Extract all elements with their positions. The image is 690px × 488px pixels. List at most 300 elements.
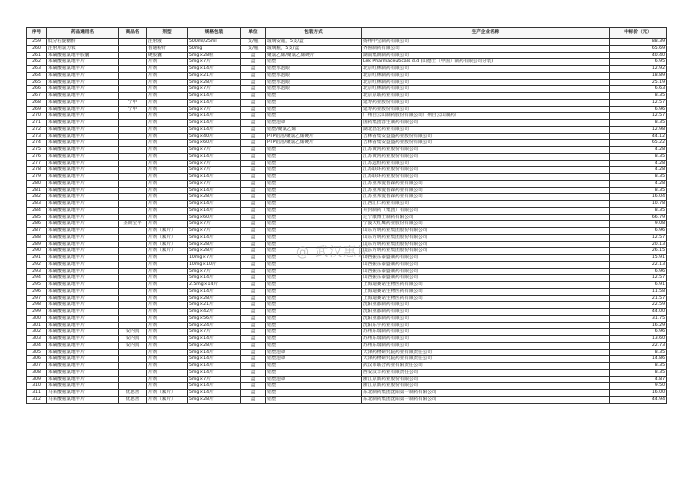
cell-brand-name: [119, 261, 147, 268]
cell-dosage-form: 片剂: [147, 106, 188, 113]
cell-dosage-form: 片剂: [147, 201, 188, 208]
cell-brand-name: [119, 194, 147, 201]
cell-manufacturer: 浙江京新药业股份有限公司: [362, 376, 610, 383]
cell-packaging: 铝塑: [266, 93, 362, 100]
cell-price: 66.79: [610, 214, 667, 221]
cell-brand-name: [119, 59, 147, 66]
cell-generic-name: 苯磺酸氨氯地平片: [47, 221, 119, 228]
cell-dosage-form: 片剂: [147, 153, 188, 160]
cell-manufacturer: 江苏亚邦爱普森药业有限公司: [362, 180, 610, 187]
cell-generic-name: 苯磺酸氨氯地平片: [47, 201, 119, 208]
cell-brand-name: [119, 309, 147, 316]
cell-brand-name: 安内真: [119, 336, 147, 343]
cell-index: 285: [27, 214, 47, 221]
cell-index: 281: [27, 187, 47, 194]
cell-brand-name: [119, 39, 147, 46]
cell-packaging: 铝塑: [266, 329, 362, 336]
cell-generic-name: 苯磺酸氨氯地平片: [47, 120, 119, 127]
cell-packaging: PTP铝箔/聚氯乙烯硬片: [266, 133, 362, 140]
cell-manufacturer: 北京红林制药有限公司: [362, 72, 610, 79]
cell-spec: 5mg×56片: [188, 315, 241, 322]
table-row: [27, 275, 667, 282]
cell-spec: 5mg×14片: [188, 126, 241, 133]
table-row: [27, 329, 667, 336]
col-header-packaging: 包装方式: [266, 28, 362, 39]
table-row: [27, 214, 667, 221]
table-row: [27, 295, 667, 302]
table-row: [27, 282, 667, 289]
cell-packaging: 铝塑: [266, 302, 362, 309]
cell-dosage-form: 片剂: [147, 59, 188, 66]
cell-manufacturer: 山东方明药业集团股份有限公司: [362, 248, 610, 255]
cell-brand-name: [119, 93, 147, 100]
cell-spec: 5mg×14片: [188, 383, 241, 390]
cell-packaging: 铝塑: [266, 322, 362, 329]
cell-spec: 5mg×7片: [188, 167, 241, 174]
cell-index: 277: [27, 160, 47, 167]
cell-index: 300: [27, 315, 47, 322]
cell-manufacturer: 延寿药业股份有限公司: [362, 99, 610, 106]
cell-spec: 5mg×14片: [188, 390, 241, 397]
cell-brand-name: [119, 167, 147, 174]
table-row: [27, 160, 667, 167]
cell-generic-name: 苯磺酸氨氯地平片: [47, 234, 119, 241]
cell-dosage-form: 片剂: [147, 214, 188, 221]
col-header-price: 中标价（元）: [610, 28, 667, 39]
cell-index: 284: [27, 207, 47, 214]
cell-unit: 盒: [241, 194, 266, 201]
cell-unit: 盒: [241, 93, 266, 100]
table-row: [27, 126, 667, 133]
cell-brand-name: [119, 180, 147, 187]
cell-price: 16.04: [610, 194, 667, 201]
cell-unit: 盒: [241, 167, 266, 174]
cell-generic-name: 注射用氯力农: [47, 45, 119, 52]
cell-generic-name: 苯磺酸氨氯地平片: [47, 214, 119, 221]
cell-dosage-form: 片剂: [147, 147, 188, 154]
cell-index: 269: [27, 106, 47, 113]
cell-generic-name: 苯磺酸氨氯地平片: [47, 342, 119, 349]
cell-manufacturer: 西安汉丰药业有限责任公司: [362, 369, 610, 376]
cell-packaging: 铝塑: [266, 187, 362, 194]
cell-spec: 5mg×14片: [188, 275, 241, 282]
cell-generic-name: 苯磺酸氨氯地平片: [47, 113, 119, 120]
table-body: [27, 39, 667, 404]
cell-generic-name: 苯磺酸氨氯地平片: [47, 255, 119, 262]
cell-index: 306: [27, 356, 47, 363]
cell-brand-name: [119, 160, 147, 167]
cell-packaging: 铝塑: [266, 153, 362, 160]
cell-index: 308: [27, 369, 47, 376]
cell-spec: 5mg×7片: [188, 329, 241, 336]
table-row: [27, 221, 667, 228]
cell-generic-name: 低分右旋糖酐: [47, 39, 119, 46]
cell-price: 18.89: [610, 72, 667, 79]
cell-manufacturer: 江苏黄河药业股份有限公司: [362, 153, 610, 160]
table-row: [27, 66, 667, 73]
cell-dosage-form: 片剂: [147, 315, 188, 322]
cell-price: 6.96: [610, 268, 667, 275]
cell-price: 8.35: [610, 349, 667, 356]
cell-manufacturer: 扬州中宝制药有限公司: [362, 39, 610, 46]
cell-dosage-form: 片剂: [147, 383, 188, 390]
cell-manufacturer: 上海迪赛诺生物医药有限公司: [362, 288, 610, 295]
cell-packaging: 铝塑: [266, 295, 362, 302]
cell-price: 4.28: [610, 147, 667, 154]
cell-index: 307: [27, 363, 47, 370]
cell-packaging: 铝塑: [266, 336, 362, 343]
cell-brand-name: [119, 322, 147, 329]
cell-price: 44.94: [610, 396, 667, 403]
cell-unit: 盒: [241, 214, 266, 221]
col-header-brand-name: 商品名: [119, 28, 147, 39]
cell-unit: 盒: [241, 113, 266, 120]
cell-dosage-form: 片剂: [147, 66, 188, 73]
cell-generic-name: 苯磺酸氨氯地平片: [47, 106, 119, 113]
cell-spec: 5mg×28粒: [188, 52, 241, 59]
cell-unit: 支/瓶: [241, 45, 266, 52]
cell-generic-name: 苯磺酸氨氯地平片: [47, 187, 119, 194]
cell-price: 40.40: [610, 52, 667, 59]
table-row: [27, 180, 667, 187]
cell-spec: 5mg×7片: [188, 221, 241, 228]
cell-unit: 盒: [241, 248, 266, 255]
cell-brand-name: [119, 52, 147, 59]
cell-spec: 5mg×28片: [188, 342, 241, 349]
cell-brand-name: [119, 133, 147, 140]
cell-price: 6.96: [610, 228, 667, 235]
cell-dosage-form: 片剂（素片）: [147, 228, 188, 235]
table-row: [27, 113, 667, 120]
cell-manufacturer: 北京红林制药有限公司: [362, 86, 610, 93]
cell-index: 262: [27, 59, 47, 66]
cell-index: 294: [27, 275, 47, 282]
cell-generic-name: 苯磺酸氨氯地平片: [47, 93, 119, 100]
cell-packaging: 铝塑泡罩: [266, 120, 362, 127]
cell-index: 287: [27, 228, 47, 235]
cell-unit: 盒: [241, 140, 266, 147]
cell-brand-name: [119, 363, 147, 370]
cell-manufacturer: 浙江京新药业股份有限公司: [362, 383, 610, 390]
table-row: [27, 396, 667, 403]
cell-spec: 5mg×21片: [188, 72, 241, 79]
table-row: [27, 133, 667, 140]
cell-unit: 盒: [241, 187, 266, 194]
cell-brand-name: [119, 295, 147, 302]
cell-price: 22.73: [610, 342, 667, 349]
cell-generic-name: 马来酸氨氯地平片: [47, 396, 119, 403]
cell-packaging: 铝塑: [266, 167, 362, 174]
cell-generic-name: 苯磺酸氨氯地平片: [47, 79, 119, 86]
cell-dosage-form: 片剂: [147, 376, 188, 383]
table-row: [27, 268, 667, 275]
cell-unit: 盒: [241, 315, 266, 322]
cell-price: 13.60: [610, 336, 667, 343]
cell-unit: 盒: [241, 153, 266, 160]
cell-generic-name: 苯磺酸氨氯地平片: [47, 86, 119, 93]
cell-manufacturer: 山西振东泰盛制药有限公司: [362, 275, 610, 282]
cell-brand-name: [119, 113, 147, 120]
cell-dosage-form: 片剂: [147, 336, 188, 343]
cell-generic-name: 苯磺酸氨氯地平片: [47, 59, 119, 66]
cell-index: 268: [27, 99, 47, 106]
cell-generic-name: 苯磺酸氨氯地平片: [47, 268, 119, 275]
cell-brand-name: [119, 79, 147, 86]
table-row: [27, 187, 667, 194]
cell-spec: 500ml/25ml: [188, 39, 241, 46]
cell-price: 8.35: [610, 174, 667, 181]
cell-unit: 盒: [241, 383, 266, 390]
cell-packaging: 铝塑: [266, 174, 362, 181]
cell-price: 15.91: [610, 255, 667, 262]
cell-packaging: 铝塑水泡眼: [266, 79, 362, 86]
cell-unit: 盒: [241, 322, 266, 329]
cell-dosage-form: 片剂: [147, 356, 188, 363]
cell-index: 273: [27, 133, 47, 140]
cell-generic-name: 苯磺酸氨氯地平片: [47, 261, 119, 268]
cell-manufacturer: 上海迪赛诺生物医药有限公司: [362, 282, 610, 289]
cell-spec: 5mg×60片: [188, 140, 241, 147]
cell-brand-name: [119, 214, 147, 221]
cell-packaging: 玻璃安瓿，5支/盒: [266, 39, 362, 46]
cell-packaging: 铝塑: [266, 214, 362, 221]
cell-dosage-form: 片剂: [147, 302, 188, 309]
cell-manufacturer: 江苏联环药业股份有限公司: [362, 174, 610, 181]
cell-spec: 2.5mg×14片: [188, 282, 241, 289]
cell-dosage-form: 片剂: [147, 140, 188, 147]
cell-packaging: 铝塑泡罩: [266, 376, 362, 383]
table-row: [27, 261, 667, 268]
cell-price: 25.19: [610, 79, 667, 86]
cell-generic-name: 苯磺酸氨氯地平片: [47, 363, 119, 370]
cell-manufacturer: 沈阳东宇药业有限公司: [362, 322, 610, 329]
cell-generic-name: 苯磺酸氨氯地平片: [47, 241, 119, 248]
cell-generic-name: 苯磺酸氨氯地平片: [47, 126, 119, 133]
col-header-spec: 规格包装: [188, 28, 241, 39]
cell-brand-name: [119, 356, 147, 363]
cell-manufacturer: 天津药物研究院药业有限责任公司: [362, 356, 610, 363]
cell-packaging: 聚氯乙烯/聚氯乙烯硬片: [266, 52, 362, 59]
cell-manufacturer: 齐鲁制药有限公司: [362, 45, 610, 52]
table-row: [27, 153, 667, 160]
cell-spec: 5mg×14片: [188, 369, 241, 376]
cell-brand-name: [119, 86, 147, 93]
cell-brand-name: [119, 275, 147, 282]
cell-price: 12.98: [610, 126, 667, 133]
cell-packaging: 铝塑: [266, 99, 362, 106]
cell-index: 309: [27, 376, 47, 383]
cell-index: 259: [27, 39, 47, 46]
cell-dosage-form: 片剂: [147, 133, 188, 140]
cell-dosage-form: 片剂: [147, 288, 188, 295]
cell-spec: 5mg×7片: [188, 180, 241, 187]
cell-generic-name: 苯磺酸氨氯地平片: [47, 167, 119, 174]
cell-packaging: 铝塑: [266, 275, 362, 282]
cell-brand-name: [119, 126, 147, 133]
cell-dosage-form: 片剂: [147, 160, 188, 167]
cell-generic-name: 苯磺酸氨氯地平片: [47, 248, 119, 255]
cell-spec: 5mg×7片: [188, 59, 241, 66]
table-row: [27, 376, 667, 383]
cell-index: 304: [27, 342, 47, 349]
cell-index: 311: [27, 390, 47, 397]
cell-price: 12.57: [610, 234, 667, 241]
cell-spec: 5mg×7片: [188, 86, 241, 93]
cell-manufacturer: 东北制药集团沈阳第一制药有限公司: [362, 396, 610, 403]
cell-packaging: 铝塑: [266, 261, 362, 268]
cell-unit: 盒: [241, 295, 266, 302]
cell-dosage-form: 片剂（素片）: [147, 234, 188, 241]
cell-dosage-form: 注射液: [147, 39, 188, 46]
cell-manufacturer: 山东方明药业集团股份有限公司: [362, 234, 610, 241]
table-row: [27, 356, 667, 363]
table-row: [27, 201, 667, 208]
cell-brand-name: 宁中: [119, 106, 147, 113]
table-row: [27, 174, 667, 181]
cell-index: 296: [27, 288, 47, 295]
cell-unit: 盒: [241, 369, 266, 376]
cell-price: 8.35: [610, 153, 667, 160]
cell-packaging: 铝塑泡罩: [266, 356, 362, 363]
cell-price: 16.29: [610, 322, 667, 329]
cell-dosage-form: 片剂: [147, 174, 188, 181]
cell-spec: 5mg×28片: [188, 295, 241, 302]
cell-dosage-form: 片剂: [147, 268, 188, 275]
cell-unit: 盒: [241, 52, 266, 59]
cell-dosage-form: 片剂: [147, 79, 188, 86]
cell-index: 276: [27, 153, 47, 160]
table-row: [27, 99, 667, 106]
table-row: [27, 363, 667, 370]
cell-unit: 盒: [241, 201, 266, 208]
cell-generic-name: 苯磺酸氨氯地平片: [47, 383, 119, 390]
cell-brand-name: [119, 72, 147, 79]
cell-index: 289: [27, 241, 47, 248]
cell-spec: 5mg×14片: [188, 174, 241, 181]
cell-unit: 盒: [241, 241, 266, 248]
cell-spec: 5mg×7片: [188, 106, 241, 113]
cell-brand-name: [119, 282, 147, 289]
cell-price: 65.69: [610, 45, 667, 52]
cell-unit: 支/瓶: [241, 39, 266, 46]
cell-spec: 5mg×21片: [188, 302, 241, 309]
cell-manufacturer: 江苏亚邦爱普森药业有限公司: [362, 187, 610, 194]
cell-spec: 5mg×60片: [188, 214, 241, 221]
cell-spec: 5mg×14片: [188, 99, 241, 106]
cell-index: 312: [27, 396, 47, 403]
table-row: [27, 288, 667, 295]
cell-manufacturer: 广州白云山制药股份有限公司广州白云山制药厂: [362, 113, 610, 120]
cell-generic-name: 苯磺酸氨氯地平片: [47, 376, 119, 383]
cell-unit: 盒: [241, 79, 266, 86]
cell-spec: 5mg×14片: [188, 66, 241, 73]
cell-generic-name: 苯磺酸氨氯地平片: [47, 356, 119, 363]
cell-manufacturer: 上海迪赛诺生物医药有限公司: [362, 295, 610, 302]
cell-index: 295: [27, 282, 47, 289]
cell-unit: 盒: [241, 86, 266, 93]
cell-manufacturer: 苏州东瑞制药有限公司: [362, 336, 610, 343]
cell-spec: 5mg×28片: [188, 194, 241, 201]
cell-dosage-form: 片剂: [147, 349, 188, 356]
cell-unit: 盒: [241, 302, 266, 309]
cell-packaging: 铝塑: [266, 201, 362, 208]
cell-price: 21.57: [610, 295, 667, 302]
col-header-generic-name: 药品通用名: [47, 28, 119, 39]
cell-spec: 5mg×7片: [188, 160, 241, 167]
cell-price: 6.63: [610, 86, 667, 93]
cell-unit: 盒: [241, 376, 266, 383]
cell-manufacturer: 北京红林制药有限公司: [362, 66, 610, 73]
cell-spec: 10mg×7片: [188, 255, 241, 262]
cell-price: 8.35: [610, 369, 667, 376]
watermark: @ 武汉惠民: [296, 245, 372, 260]
table-row: [27, 52, 667, 59]
cell-brand-name: [119, 153, 147, 160]
cell-generic-name: 苯磺酸氨氯地平片: [47, 309, 119, 316]
cell-manufacturer: 江苏亚邦爱普森药业有限公司: [362, 194, 610, 201]
cell-index: 290: [27, 248, 47, 255]
cell-dosage-form: 片剂: [147, 72, 188, 79]
table-row: [27, 342, 667, 349]
cell-price: 9.50: [610, 383, 667, 390]
cell-price: 8.35: [610, 120, 667, 127]
cell-unit: 盒: [241, 282, 266, 289]
cell-unit: 盒: [241, 261, 266, 268]
cell-unit: 盒: [241, 349, 266, 356]
col-header-manufacturer: 生产企业名称: [362, 28, 610, 39]
cell-index: 310: [27, 383, 47, 390]
cell-unit: 盒: [241, 72, 266, 79]
table-row: [27, 390, 667, 397]
cell-price: 12.57: [610, 99, 667, 106]
cell-unit: 盒: [241, 221, 266, 228]
cell-brand-name: [119, 376, 147, 383]
cell-packaging: 铝塑: [266, 282, 362, 289]
cell-packaging: 铝塑水泡眼: [266, 86, 362, 93]
cell-packaging: 玻璃瓶，5支/盒: [266, 45, 362, 52]
cell-spec: 5mg×14片: [188, 201, 241, 208]
cell-brand-name: 优思善: [119, 396, 147, 403]
cell-packaging: 铝塑: [266, 309, 362, 316]
cell-index: 266: [27, 86, 47, 93]
table-row: [27, 336, 667, 343]
cell-dosage-form: 片剂: [147, 309, 188, 316]
cell-spec: 5mg×14片: [188, 93, 241, 100]
cell-packaging: 铝塑水泡眼: [266, 72, 362, 79]
cell-generic-name: 苯磺酸氨氯地平片: [47, 140, 119, 147]
cell-packaging: 铝塑: [266, 180, 362, 187]
cell-index: 260: [27, 45, 47, 52]
cell-dosage-form: 片剂（素片）: [147, 248, 188, 255]
cell-generic-name: 苯磺酸氨氯地平片: [47, 369, 119, 376]
cell-brand-name: [119, 288, 147, 295]
cell-price: 6.96: [610, 106, 667, 113]
cell-dosage-form: 片剂（素片）: [147, 241, 188, 248]
cell-index: 279: [27, 174, 47, 181]
cell-unit: 盒: [241, 207, 266, 214]
cell-generic-name: 苯磺酸氨氯地平片: [47, 99, 119, 106]
cell-manufacturer: 东北制药集团沈阳第一制药有限公司: [362, 390, 610, 397]
cell-spec: 5mg×14片: [188, 363, 241, 370]
cell-dosage-form: 硬胶囊: [147, 52, 188, 59]
cell-brand-name: [119, 66, 147, 73]
table-row: [27, 302, 667, 309]
cell-packaging: 铝塑: [266, 255, 362, 262]
cell-unit: 盒: [241, 390, 266, 397]
cell-manufacturer: 湖南集朗制药有限公司: [362, 52, 610, 59]
cell-generic-name: 苯磺酸氨氯地平片: [47, 180, 119, 187]
cell-manufacturer: Lek Pharmaceuticals d.d (山德士（中国）制药有限公司分装): [362, 59, 610, 66]
